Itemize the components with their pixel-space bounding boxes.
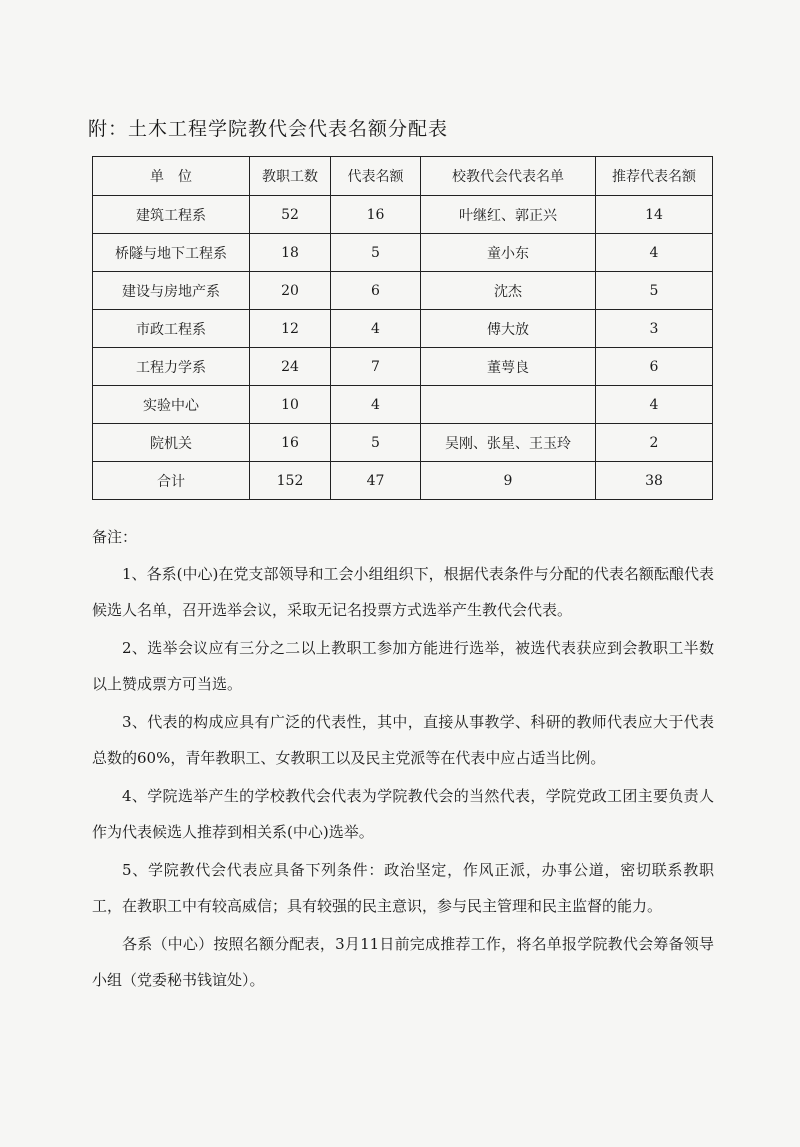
cell-quota: 5 [331, 424, 421, 462]
cell-unit: 建设与房地产系 [93, 272, 250, 310]
table-row [93, 310, 713, 348]
cell-university-reps: 吴刚、张星、王玉玲 [421, 424, 596, 462]
cell-recommended-quota: 2 [596, 424, 713, 462]
cell-unit: 合计 [93, 462, 250, 500]
note-paragraph: 3、代表的构成应具有广泛的代表性，其中，直接从事教学、科研的教师代表应大于代表总数的60%，青年教职工、女教职工以及民主党派等在代表中应占适当比例。 [92, 713, 714, 767]
table-row [93, 386, 713, 424]
note-paragraph: 各系（中心）按照名额分配表，3月11日前完成推荐工作，将名单报学院教代会筹备领导小组（党委秘书钱谊处）。 [92, 935, 714, 989]
cell-recommended-quota: 14 [596, 196, 713, 234]
cell-recommended-quota: 6 [596, 348, 713, 386]
header-quota: 代表名额 [331, 157, 421, 196]
cell-recommended-quota: 38 [596, 462, 713, 500]
table-row [93, 196, 713, 234]
cell-university-reps [421, 386, 596, 424]
table-row [93, 272, 713, 310]
cell-staff-count: 20 [250, 272, 331, 310]
cell-quota: 5 [331, 234, 421, 272]
cell-staff-count: 18 [250, 234, 331, 272]
cell-university-reps: 童小东 [421, 234, 596, 272]
cell-university-reps: 9 [421, 462, 596, 500]
cell-quota: 4 [331, 386, 421, 424]
cell-quota: 47 [331, 462, 421, 500]
cell-unit: 实验中心 [93, 386, 250, 424]
table-row [93, 424, 713, 462]
cell-quota: 6 [331, 272, 421, 310]
cell-university-reps: 沈杰 [421, 272, 596, 310]
cell-recommended-quota: 4 [596, 234, 713, 272]
cell-quota: 16 [331, 196, 421, 234]
table-row [93, 348, 713, 386]
cell-university-reps: 董萼良 [421, 348, 596, 386]
cell-quota: 7 [331, 348, 421, 386]
cell-unit: 市政工程系 [93, 310, 250, 348]
header-staff-count: 教职工数 [250, 157, 331, 196]
cell-unit: 院机关 [93, 424, 250, 462]
note-paragraph: 2、选举会议应有三分之二以上教职工参加方能进行选举，被选代表获应到会教职工半数以上赞成票方可当选。 [92, 639, 714, 693]
notes-label: 备注： [92, 528, 138, 546]
cell-recommended-quota: 4 [596, 386, 713, 424]
document-title: 附：土木工程学院教代会代表名额分配表 [88, 118, 449, 140]
cell-university-reps: 傅大放 [421, 310, 596, 348]
cell-university-reps: 叶继红、郭正兴 [421, 196, 596, 234]
cell-staff-count: 12 [250, 310, 331, 348]
header-recommended-quota: 推荐代表名额 [596, 157, 713, 196]
header-unit: 单 位 [93, 157, 250, 196]
cell-staff-count: 152 [250, 462, 331, 500]
cell-staff-count: 24 [250, 348, 331, 386]
table-row [93, 234, 713, 272]
table-total-row [93, 462, 713, 500]
cell-recommended-quota: 3 [596, 310, 713, 348]
notes-section [92, 556, 714, 1000]
cell-staff-count: 52 [250, 196, 331, 234]
cell-recommended-quota: 5 [596, 272, 713, 310]
note-paragraph: 5、学院教代会代表应具备下列条件：政治坚定，作风正派，办事公道，密切联系教职工，在教职工中有较高威信；具有较强的民主意识，参与民主管理和民主监督的能力。 [92, 861, 714, 915]
cell-unit: 建筑工程系 [93, 196, 250, 234]
cell-unit: 桥隧与地下工程系 [93, 234, 250, 272]
note-paragraph: 4、学院选举产生的学校教代会代表为学院教代会的当然代表，学院党政工团主要负责人作为代表候选人推荐到相关系(中心)选举。 [92, 787, 714, 841]
cell-unit: 工程力学系 [93, 348, 250, 386]
cell-staff-count: 16 [250, 424, 331, 462]
header-university-reps: 校教代会代表名单 [421, 157, 596, 196]
note-paragraph: 1、各系(中心)在党支部领导和工会小组组织下，根据代表条件与分配的代表名额酝酿代表候选人名单，召开选举会议，采取无记名投票方式选举产生教代会代表。 [92, 565, 714, 619]
allocation-table [92, 156, 713, 500]
table-header-row [93, 157, 713, 196]
cell-staff-count: 10 [250, 386, 331, 424]
cell-quota: 4 [331, 310, 421, 348]
